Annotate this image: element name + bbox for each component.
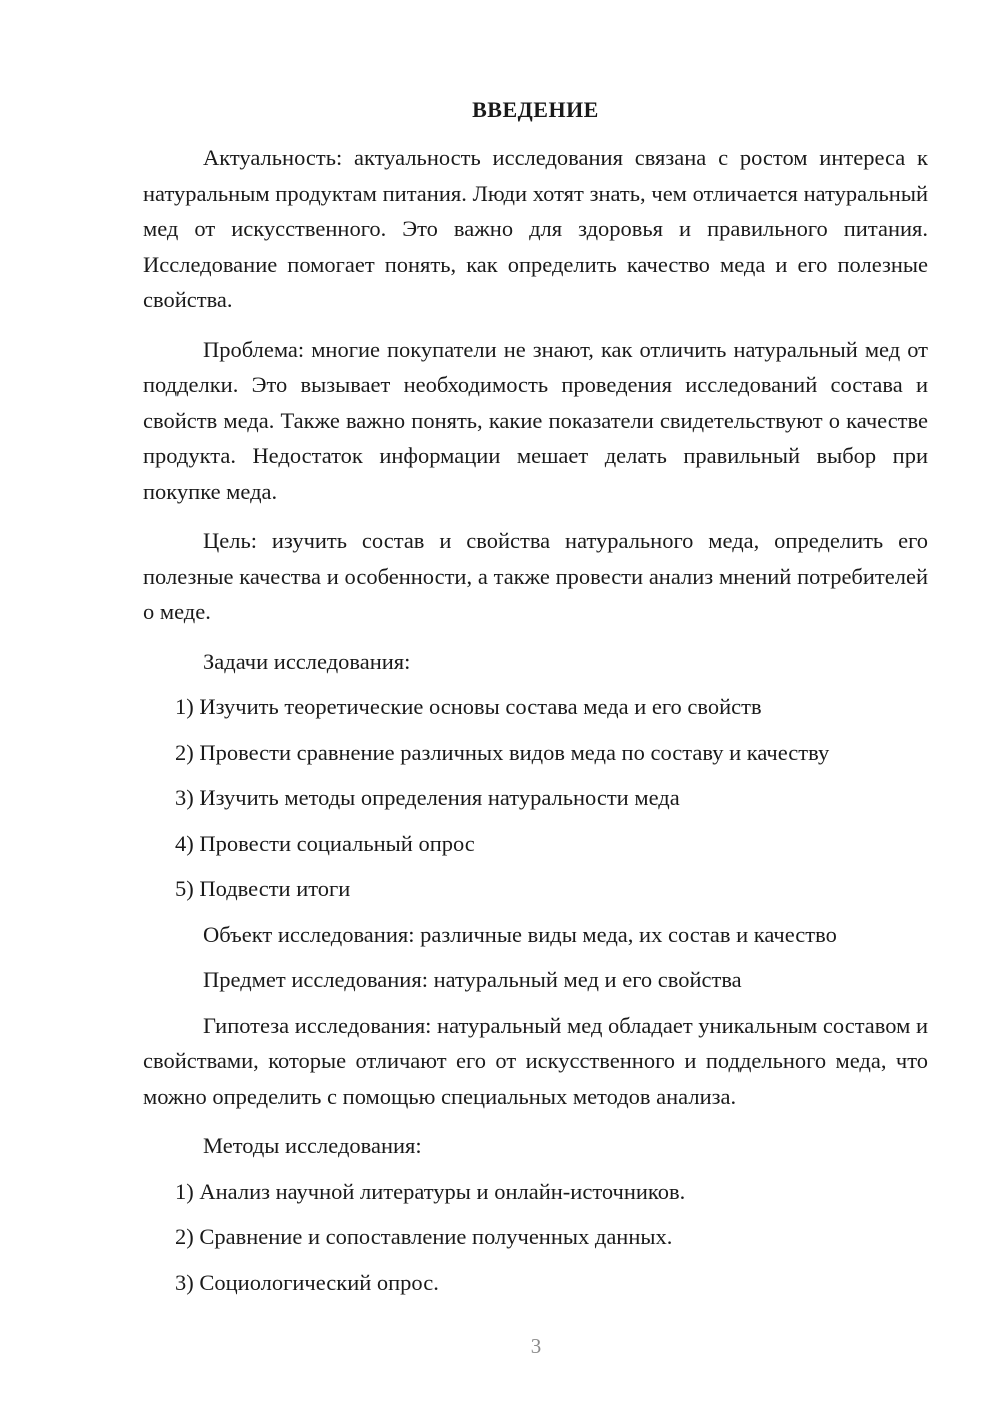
subject-line: Предмет исследования: натуральный мед и его свойства: [203, 967, 742, 992]
list-item: 1) Изучить теоретические основы состава меда и его свойств: [175, 694, 762, 719]
methods-list: [143, 1174, 928, 1301]
page-number: 3: [530, 1334, 542, 1358]
list-item: 4) Провести социальный опрос: [175, 830, 475, 856]
problem-paragraph: Проблема: многие покупатели не знают, как отличить натуральный мед от подделки. Это вызывает необходимость проведения исследований состава и свойств меда. Также важно понять, какие показатели свидетельствуют о качестве продукта. Недостаток информации мешает делать правильный выбор при покупке меда.: [143, 336, 928, 504]
list-item: 2) Провести сравнение различных видов меда по составу и качеству: [175, 739, 830, 765]
relevance-paragraph: Актуальность: актуальность исследования связана с ростом интереса к натуральным продуктам питания. Люди хотят знать, чем отличается натуральный мед от искусственного. Это важно для здоровья и правильного питания. Исследование помогает понять, как определить качество меда и его полезные свойства.: [143, 145, 928, 312]
hypothesis-paragraph: Гипотеза исследования: натуральный мед обладает уникальным составом и свойствами, которые отличают его от искусственного и поддельного меда, что можно определить с помощью специальных методов анализа.: [143, 1012, 928, 1109]
document-page: [143, 96, 928, 1300]
list-item: 3) Социологический опрос.: [175, 1269, 439, 1295]
list-item: 2) Сравнение и сопоставление полученных данных.: [175, 1224, 673, 1249]
object-line: Объект исследования: различные виды меда, их состав и качество: [203, 921, 837, 947]
list-item: 1) Анализ научной литературы и онлайн-источников.: [175, 1178, 686, 1204]
list-item: 5) Подвести итоги: [175, 876, 351, 901]
goal-paragraph: Цель: изучить состав и свойства натурального меда, определить его полезные качества и особенности, а также провести анализ мнений потребителей о меде.: [143, 528, 928, 624]
section-title: ВВЕДЕНИЕ: [472, 97, 599, 122]
tasks-list: [143, 689, 928, 907]
tasks-heading: Задачи исследования:: [203, 648, 411, 674]
methods-heading: Методы исследования:: [203, 1133, 422, 1158]
list-item: 3) Изучить методы определения натуральности меда: [175, 785, 680, 810]
